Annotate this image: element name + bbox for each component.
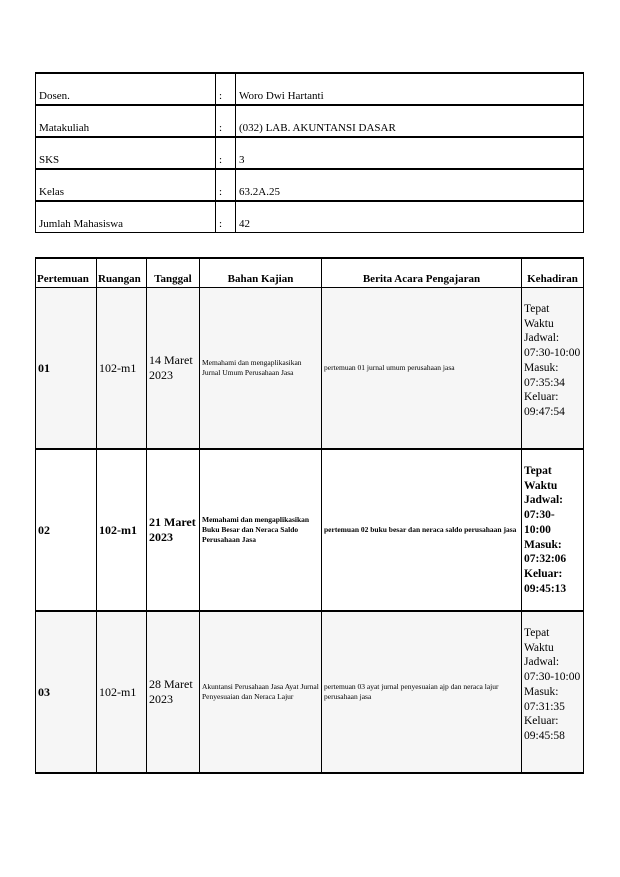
info-value: 63.2A.25 — [236, 169, 584, 201]
info-value: 3 — [236, 137, 584, 169]
cell-berita-acara: pertemuan 02 buku besar dan neraca saldo perusahaan jasa — [322, 449, 522, 611]
cell-kehadiran: Tepat Waktu Jadwal: 07:30-10:00 Masuk: 07:32:06 Keluar: 09:45:13 — [522, 449, 584, 611]
info-separator: : — [216, 73, 236, 105]
header-tanggal: Tanggal — [147, 258, 200, 288]
info-row-sks — [36, 137, 584, 169]
cell-bahan-kajian: Memahami dan mengaplikasikan Jurnal Umum Perusahaan Jasa — [200, 288, 322, 450]
info-row-kelas — [36, 169, 584, 201]
info-value: (032) LAB. AKUNTANSI DASAR — [236, 105, 584, 137]
cell-pertemuan: 01 — [36, 288, 97, 450]
cell-pertemuan: 03 — [36, 611, 97, 773]
header-pertemuan: Pertemuan — [36, 258, 97, 288]
info-label: Dosen. — [36, 73, 216, 105]
cell-ruangan: 102-m1 — [97, 288, 147, 450]
info-separator: : — [216, 137, 236, 169]
cell-berita-acara: pertemuan 03 ayat jurnal penyesuaian ajp dan neraca lajur perusahaan jasa — [322, 611, 522, 773]
course-info-table — [35, 72, 584, 233]
header-berita-acara: Berita Acara Pengajaran — [322, 258, 522, 288]
table-continuation-line — [35, 731, 38, 741]
cell-kehadiran: Tepat Waktu Jadwal: 07:30-10:00 Masuk: 07:31:35 Keluar: 09:45:58 — [522, 611, 584, 773]
cell-bahan-kajian: Memahami dan mengaplikasikan Buku Besar dan Neraca Saldo Perusahaan Jasa — [200, 449, 322, 611]
table-row — [36, 611, 584, 773]
cell-ruangan: 102-m1 — [97, 611, 147, 773]
header-ruangan: Ruangan — [97, 258, 147, 288]
info-separator: : — [216, 201, 236, 233]
schedule-header-row — [36, 258, 584, 288]
info-label: Matakuliah — [36, 105, 216, 137]
info-value: Woro Dwi Hartanti — [236, 73, 584, 105]
cell-bahan-kajian: Akuntansi Perusahaan Jasa Ayat Jurnal Penyesuaian dan Neraca Lajur — [200, 611, 322, 773]
cell-kehadiran: Tepat Waktu Jadwal: 07:30-10:00 Masuk: 07:35:34 Keluar: 09:47:54 — [522, 288, 584, 450]
cell-berita-acara: pertemuan 01 jurnal umum perusahaan jasa — [322, 288, 522, 450]
info-row-matakuliah — [36, 105, 584, 137]
info-row-dosen — [36, 73, 584, 105]
cell-ruangan: 102-m1 — [97, 449, 147, 611]
table-row — [36, 288, 584, 450]
header-bahan-kajian: Bahan Kajian — [200, 258, 322, 288]
info-separator: : — [216, 169, 236, 201]
info-row-jumlah-mahasiswa — [36, 201, 584, 233]
cell-pertemuan: 02 — [36, 449, 97, 611]
info-value: 42 — [236, 201, 584, 233]
header-kehadiran: Kehadiran — [522, 258, 584, 288]
info-label: Jumlah Mahasiswa — [36, 201, 216, 233]
info-label: Kelas — [36, 169, 216, 201]
table-row — [36, 449, 584, 611]
cell-tanggal: 21 Maret 2023 — [147, 449, 200, 611]
cell-tanggal: 28 Maret 2023 — [147, 611, 200, 773]
info-label: SKS — [36, 137, 216, 169]
cell-tanggal: 14 Maret 2023 — [147, 288, 200, 450]
info-separator: : — [216, 105, 236, 137]
teaching-schedule-table — [35, 257, 584, 774]
